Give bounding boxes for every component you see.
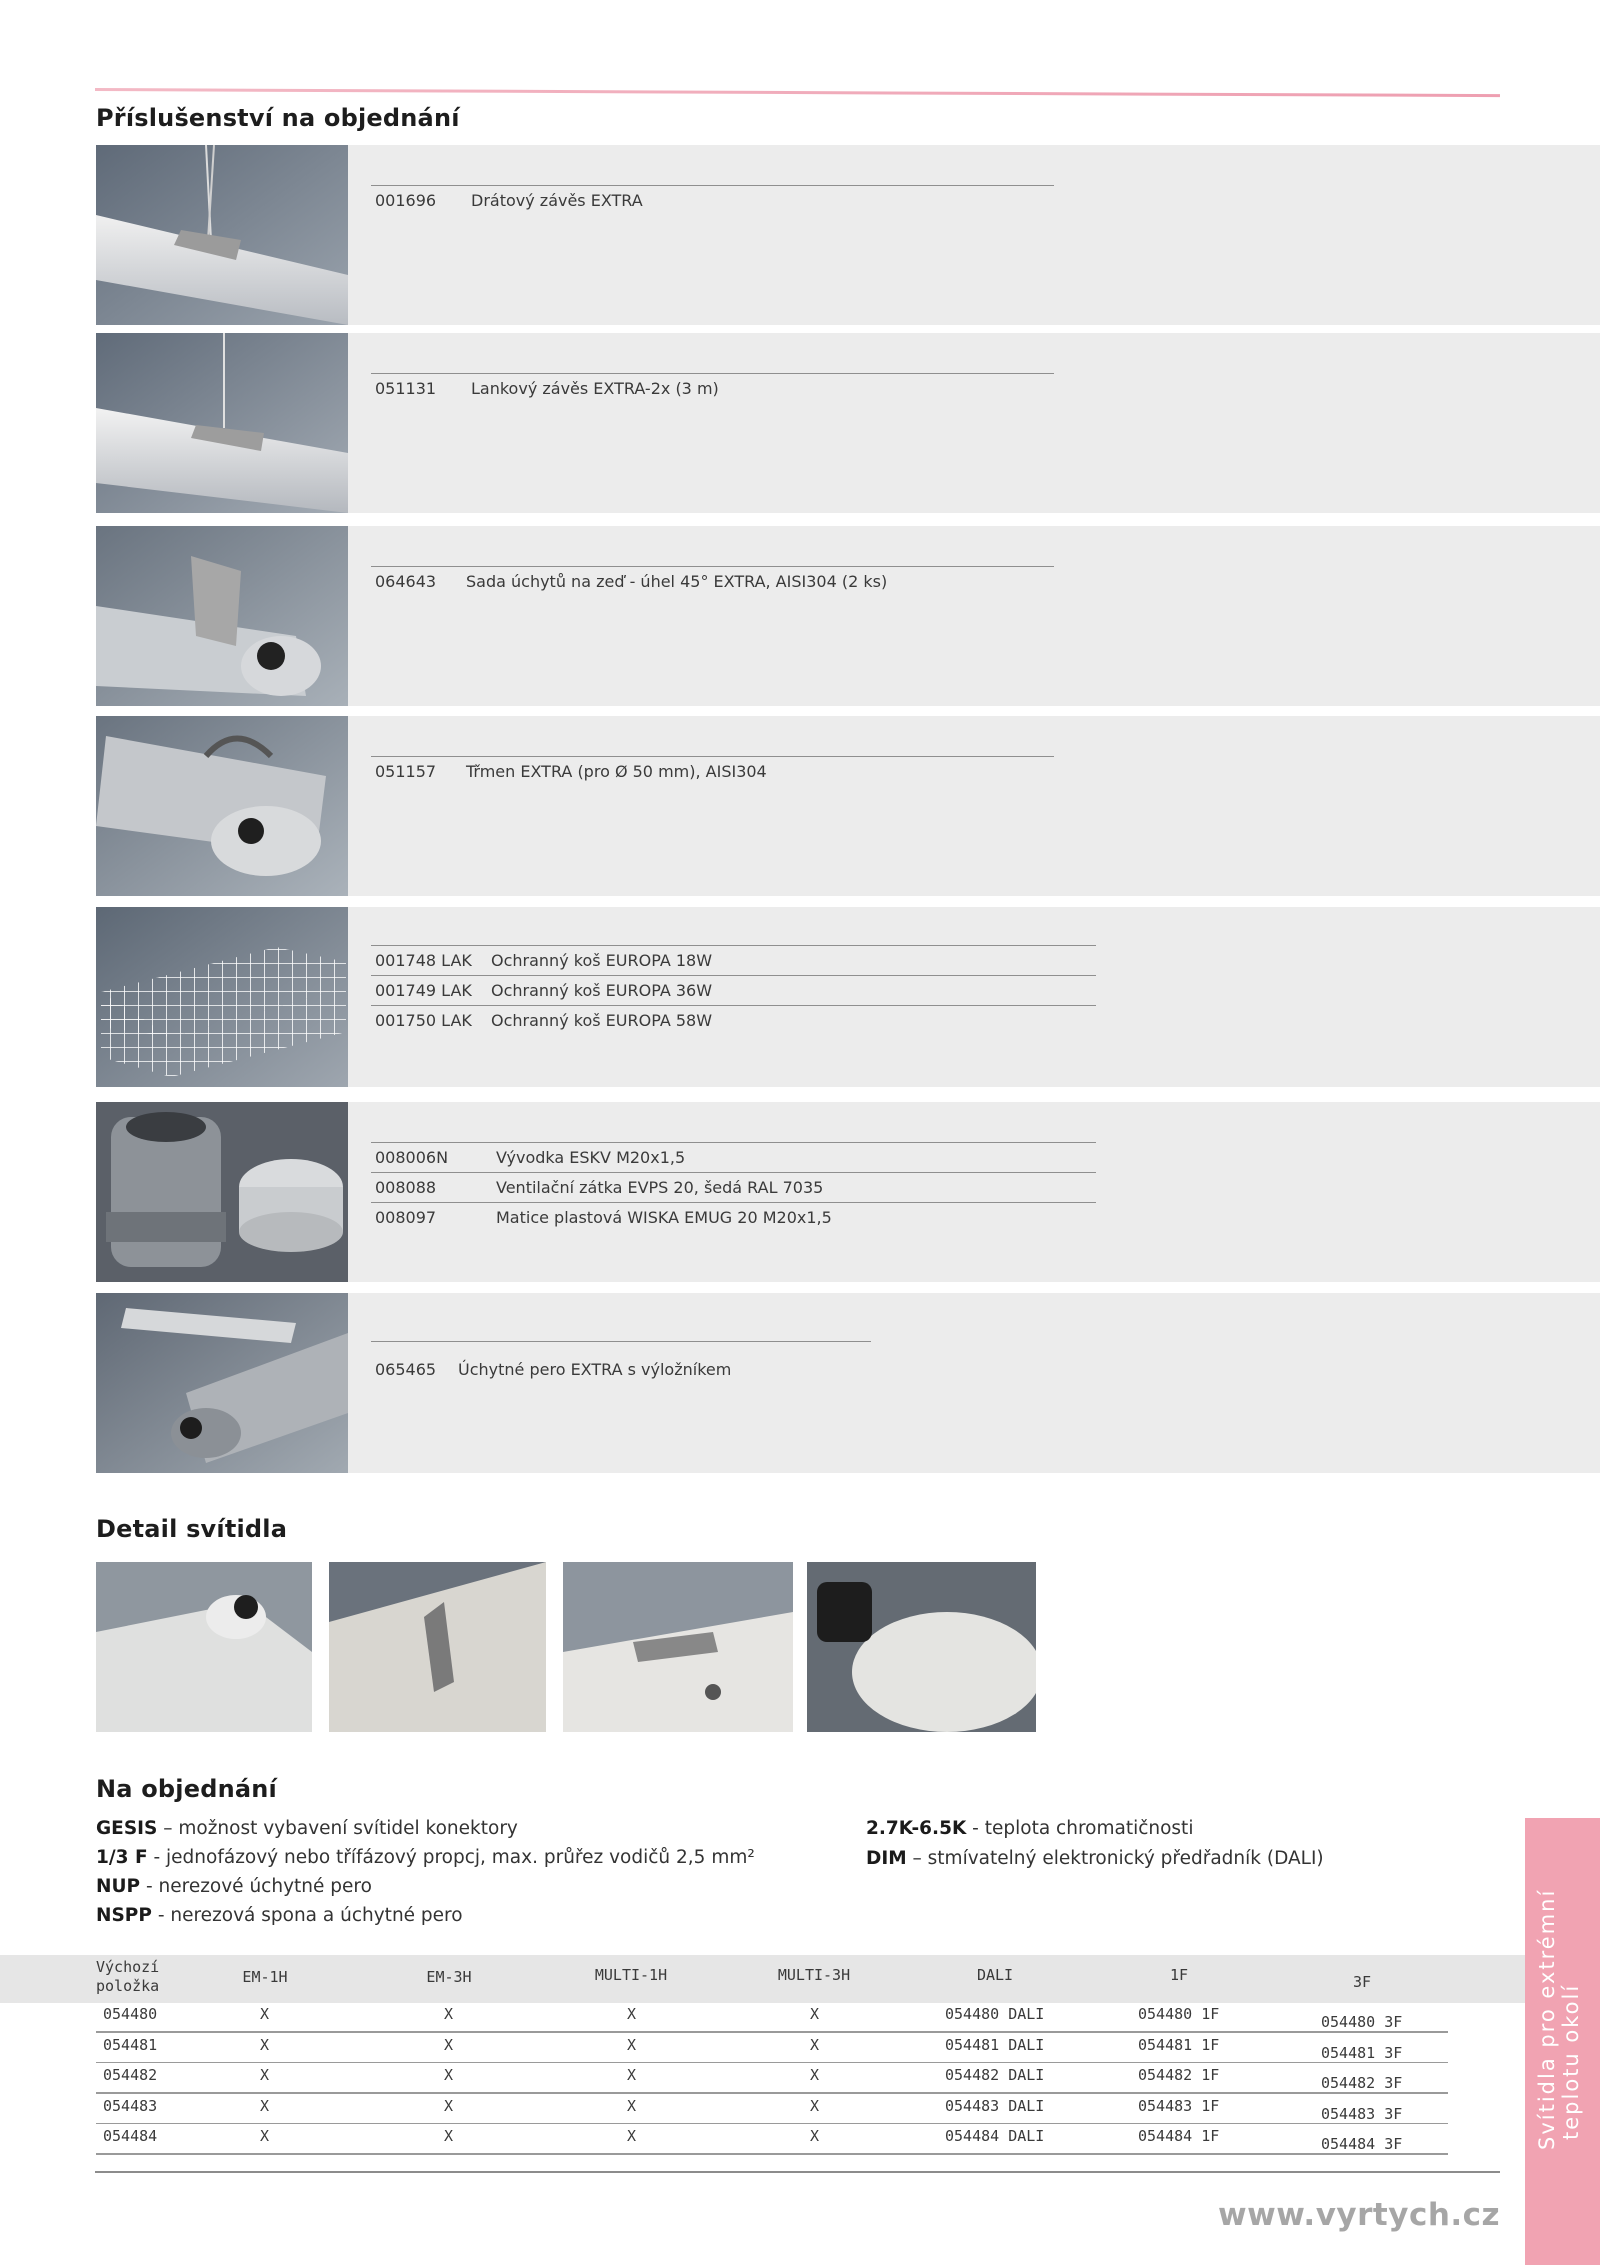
table-header-col: EM-3H [426, 1968, 472, 1986]
legend-nup: NUP - nerezové úchytné pero [96, 1876, 372, 1897]
table-cell-f3: 054481 3F [1321, 2043, 1403, 2062]
table-cell-dali: 054480 DALI [945, 2005, 1045, 2023]
table-cell-f3: 054484 3F [1321, 2135, 1403, 2153]
accessory-name: Sada úchytů na zeď - úhel 45° EXTRA, AISI304 (2 ks) [466, 572, 888, 591]
accessory-item [371, 373, 1054, 403]
accessory-item [371, 756, 1054, 786]
table-cell-f1: 054481 1F [1138, 2035, 1220, 2054]
table-cell-dali: 054483 DALI [945, 2096, 1045, 2115]
table-cell-f1: 054482 1F [1138, 2066, 1220, 2084]
legend-dim: DIM – stmívatelný elektronický předřadník (DALI) [866, 1848, 1324, 1869]
accessory-name: Ochranný koš EUROPA 18W [491, 951, 713, 970]
accessory-code: 051131 [375, 379, 437, 398]
table-header-col: DALI [976, 1966, 1014, 1984]
cable-suspension-photo [96, 333, 348, 513]
table-cell-em3h: X [444, 2035, 454, 2054]
accessory-code: 008097 [375, 1208, 437, 1227]
table-cell-f3: 054482 3F [1321, 2074, 1403, 2092]
accessory-band [346, 526, 1600, 706]
accessory-name: Matice plastová WISKA EMUG 20 M20x1,5 [496, 1208, 832, 1227]
table-cell-multi3h: X [810, 2096, 820, 2115]
accessory-item [371, 1341, 871, 1381]
accessory-code: 001748 LAK [375, 951, 472, 970]
table-cell-dali: 054484 DALI [945, 2127, 1045, 2145]
table-row-rule [96, 2031, 1448, 2033]
accessory-item [371, 566, 1054, 596]
accessory-item [371, 185, 1054, 215]
accessory-code: 008088 [375, 1178, 437, 1197]
section-title-detail: Detail svítidla [96, 1515, 288, 1543]
table-cell-base: 054482 [103, 2066, 158, 2084]
table-row-rule [96, 2062, 1448, 2064]
website-url: www.vyrtych.cz [1218, 2197, 1501, 2233]
wire-suspension-photo [96, 145, 348, 325]
table-row-rule [96, 2153, 1448, 2155]
table-cell-em3h: X [444, 2127, 454, 2145]
table-cell-em1h: X [260, 2096, 270, 2115]
accessory-item [371, 1142, 1096, 1172]
section-title-accessories: Příslušenství na objednání [96, 104, 460, 132]
table-header-base: Výchozí položka [96, 1958, 160, 1995]
accessory-band [346, 1293, 1600, 1473]
accessory-code: 064643 [375, 572, 437, 591]
accessory-code: 001696 [375, 191, 437, 210]
accessory-code: 051157 [375, 762, 437, 781]
accessory-band [346, 716, 1600, 896]
accessory-name: Ventilační zátka EVPS 20, šedá RAL 7035 [496, 1178, 824, 1197]
mounting-spring-photo [96, 1293, 348, 1473]
accessory-item [371, 975, 1096, 1005]
accessory-band [346, 333, 1600, 513]
table-cell-f3: 054480 3F [1321, 2013, 1403, 2031]
table-cell-multi1h: X [627, 2066, 637, 2084]
legend-gesis: GESIS – možnost vybavení svítidel konektory [96, 1818, 518, 1839]
table-cell-base: 054481 [103, 2035, 158, 2054]
table-cell-dali: 054482 DALI [945, 2066, 1045, 2084]
table-cell-em3h: X [444, 2066, 454, 2084]
table-cell-base: 054484 [103, 2127, 158, 2145]
table-cell-f1: 054483 1F [1138, 2096, 1220, 2115]
table-cell-multi3h: X [810, 2005, 820, 2023]
table-cell-em1h: X [260, 2005, 270, 2023]
table-row-rule [96, 2092, 1448, 2094]
detail-photo-endcap [96, 1562, 312, 1732]
legend-color-temp: 2.7K-6.5K - teplota chromatičnosti [866, 1818, 1194, 1839]
legend-phase: 1/3 F - jednofázový nebo třífázový propcj, max. průřez vodičů 2,5 mm² [96, 1847, 755, 1868]
table-header-col: EM-1H [242, 1968, 288, 1986]
accessory-item [371, 945, 1096, 975]
detail-photo-spring [563, 1562, 793, 1732]
accessory-code: 065465 [375, 1360, 437, 1379]
table-cell-base: 054480 [103, 2005, 158, 2023]
table-cell-multi1h: X [627, 2005, 637, 2023]
accessory-name: Úchytné pero EXTRA s výložníkem [458, 1360, 732, 1379]
accessory-name: Drátový závěs EXTRA [471, 191, 643, 210]
table-cell-em3h: X [444, 2096, 454, 2115]
table-cell-em1h: X [260, 2035, 270, 2054]
accessory-code: 001750 LAK [375, 1011, 472, 1030]
accessory-name: Ochranný koš EUROPA 36W [491, 981, 713, 1000]
table-header-col: 1F [1169, 1966, 1189, 1984]
table-cell-multi3h: X [810, 2127, 820, 2145]
table-cell-multi1h: X [627, 2096, 637, 2115]
table-header-col: MULTI-3H [777, 1966, 851, 1984]
accessory-band [346, 145, 1600, 325]
table-cell-base: 054483 [103, 2096, 158, 2115]
table-cell-multi1h: X [627, 2035, 637, 2054]
accessory-name: Lankový závěs EXTRA-2x (3 m) [471, 379, 719, 398]
detail-photo-gland [807, 1562, 1036, 1732]
accessory-name: Vývodka ESKV M20x1,5 [496, 1148, 686, 1167]
bottom-grey-rule [95, 2171, 1500, 2173]
table-cell-em3h: X [444, 2005, 454, 2023]
accessory-item [371, 1005, 1096, 1035]
table-cell-dali: 054481 DALI [945, 2035, 1045, 2054]
table-header-col: MULTI-1H [594, 1966, 668, 1984]
wall-bracket-photo [96, 526, 348, 706]
table-header-col: 3F [1352, 1973, 1372, 1991]
table-cell-multi3h: X [810, 2035, 820, 2054]
pipe-clamp-photo [96, 716, 348, 896]
table-cell-f1: 054484 1F [1138, 2127, 1220, 2145]
table-cell-f3: 054483 3F [1321, 2104, 1403, 2123]
accessory-name: Ochranný koš EUROPA 58W [491, 1011, 713, 1030]
detail-photo-clip [329, 1562, 546, 1732]
section-title-order: Na objednání [96, 1775, 277, 1803]
accessory-code: 001749 LAK [375, 981, 472, 1000]
accessory-name: Třmen EXTRA (pro Ø 50 mm), AISI304 [466, 762, 767, 781]
accessory-code: 008006N [375, 1148, 449, 1167]
cable-gland-photo [96, 1102, 348, 1282]
accessory-item [371, 1202, 1096, 1232]
top-pink-rule [95, 88, 1500, 97]
table-row-rule [96, 2123, 1448, 2125]
table-cell-em1h: X [260, 2066, 270, 2084]
table-cell-em1h: X [260, 2127, 270, 2145]
table-cell-multi1h: X [627, 2127, 637, 2145]
wire-basket-photo [96, 907, 348, 1087]
side-category-label [1535, 2090, 1583, 2150]
accessory-item [371, 1172, 1096, 1202]
table-cell-multi3h: X [810, 2066, 820, 2084]
table-cell-f1: 054480 1F [1138, 2005, 1220, 2023]
legend-nspp: NSPP - nerezová spona a úchytné pero [96, 1905, 463, 1926]
